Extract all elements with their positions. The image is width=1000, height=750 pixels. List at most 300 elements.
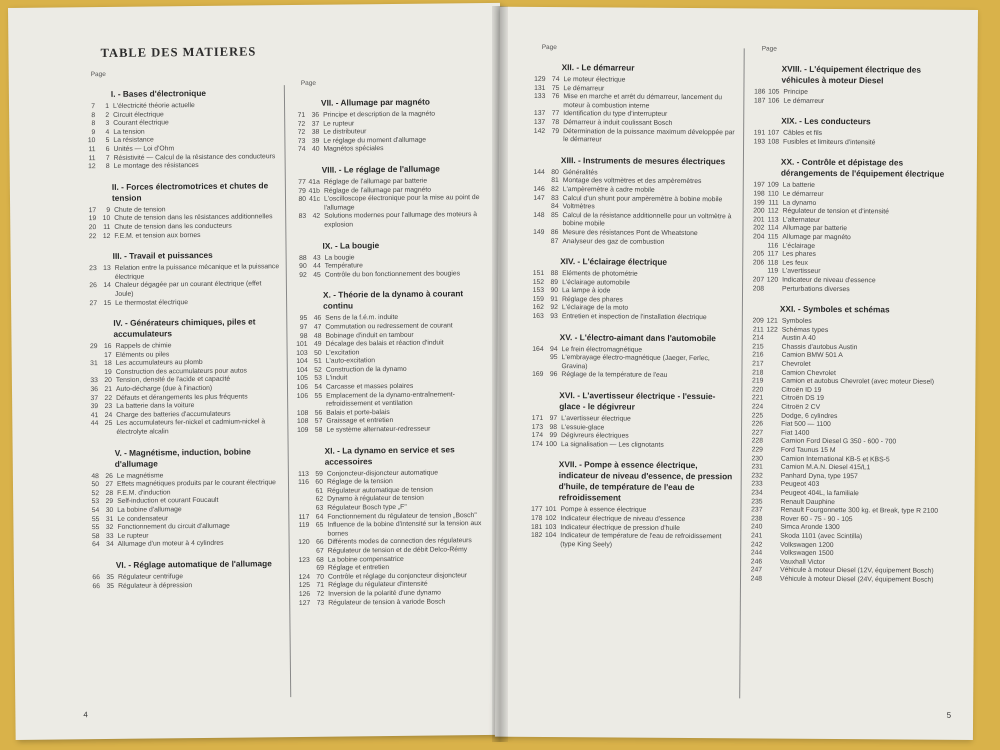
entry-text: Indicateur électrique de niveau d'essence (560, 515, 686, 523)
entry-page-number: 206 (752, 259, 765, 267)
toc-entry (528, 237, 738, 247)
entry-page-number: 31 (90, 360, 98, 368)
entry-figure-number: 112 (767, 207, 779, 215)
entry-page-number: 74 (297, 146, 306, 154)
entry-text: Perturbations diverses (782, 285, 850, 293)
entry-text: Régulateur de tension et de débit Delco-Rémy (327, 546, 468, 555)
entry-text: La batterie (782, 182, 815, 190)
entry-text: Renault Dauphine (780, 498, 836, 506)
entry-page-number: 201 (753, 216, 765, 224)
entry-figure-number: 14 (103, 282, 111, 290)
entry-page-number: 152 (532, 278, 545, 286)
entry-figure-number: 94 (550, 345, 558, 353)
entry-figure-number: 82 (551, 185, 559, 194)
entry-page-number: 108 (296, 418, 309, 426)
entry-page-number: 142 (533, 127, 546, 135)
entry-text: Eléments de photométrie (562, 270, 638, 278)
entry-page-number: 95 (299, 315, 308, 323)
entry-figure-number: 62 (315, 496, 324, 504)
entry-text: L'essuie-glace (561, 423, 605, 432)
toc-entry (290, 194, 490, 213)
entry-page-number (82, 369, 98, 378)
entry-page-number: 211 (752, 326, 764, 334)
entry-page-number: 58 (91, 532, 100, 540)
entry-text: Chaleur dégagée par un courant électrique (effet Joule) (114, 280, 262, 298)
toc-section (291, 288, 493, 435)
entry-page-number: 97 (299, 323, 308, 331)
entry-figure-number: 57 (314, 418, 323, 426)
entry-page-number: 228 (751, 437, 764, 445)
toc-entry (82, 419, 282, 438)
entry-figure-number: 105 (768, 88, 780, 96)
toc-section (749, 116, 959, 149)
entry-text: Réglage des phares (561, 295, 623, 304)
entry-page-number: 240 (751, 523, 763, 531)
entry-figure-number: 89 (550, 278, 559, 286)
entry-page-number: 48 (91, 472, 99, 480)
entry-page-number: 39 (90, 403, 99, 411)
entry-text: Circuit électrique (113, 110, 164, 119)
entry-text: Construction des accumulateurs pour autos (115, 367, 247, 376)
toc-entry (527, 354, 737, 373)
toc-entry (529, 127, 739, 146)
entry-text: Influence de la bobine d'intensité sur la tension aux bornes (327, 520, 482, 538)
entry-page-number: 229 (751, 446, 763, 454)
entry-page-number: 72 (297, 120, 306, 128)
section-title: IX. - La bougie (322, 239, 380, 251)
entry-text: L'embrayage électro-magnétique (Jaeger, Ferlec, Gravina) (561, 354, 710, 371)
entry-page-number: 106 (296, 392, 309, 400)
entry-page-number: 238 (751, 515, 763, 523)
entry-figure-number (763, 438, 777, 447)
entry-figure-number: 15 (103, 299, 112, 307)
entry-text: L'avertisseur électrique (561, 415, 631, 423)
section-title: XIII. - Instruments de mesures électriques (560, 154, 726, 166)
entry-text: La bobine d'allumage (117, 506, 182, 514)
toc-section (79, 87, 280, 172)
entry-figure-number (764, 343, 778, 352)
section-title: XVII. - Pompe à essence électrique, indicateur de niveau d'essence, de pression d'huile, de température de l'eau de refroidissement (558, 459, 733, 503)
entry-figure-number: 91 (550, 295, 558, 303)
entry-text: Charge des batteries d'accumulateurs (116, 410, 231, 419)
section-title: I. - Bases d'électronique (110, 87, 207, 99)
entry-figure-number (763, 429, 777, 438)
entry-page-number: 174 (531, 432, 544, 440)
entry-page-number: 29 (89, 343, 98, 351)
entry-text: La bougie (324, 253, 355, 262)
entry-figure-number: 6 (105, 145, 110, 153)
entry-text: Volkswagen 1200 (780, 541, 834, 549)
entry-text: Régulateur Bosch type „F" (327, 503, 407, 512)
toc-entry (749, 97, 959, 107)
entry-text: Rover 60 - 75 - 90 - 105 (780, 515, 853, 523)
toc-section (290, 163, 491, 231)
toc-entry (748, 285, 958, 295)
entry-text: Réglage et entretien (327, 564, 390, 572)
entry-figure-number: 28 (105, 489, 114, 497)
entry-page-number: 178 (531, 514, 543, 522)
entry-text: Différents modes de connection des régulateurs (327, 537, 472, 547)
entry-text: Courant électrique (113, 119, 169, 128)
entry-text: F.E.M. d'induction (117, 489, 171, 497)
entry-text: La tension (113, 128, 145, 136)
entry-page-number: 126 (298, 590, 311, 598)
entry-figure-number: 101 (545, 506, 557, 514)
entry-page-number: 131 (534, 84, 546, 92)
entry-figure-number: 53 (314, 375, 322, 383)
entry-figure-number (762, 515, 776, 524)
entry-figure-number: 121 (766, 317, 778, 325)
entry-figure-number: 87 (550, 237, 559, 245)
entry-text: Régulateur de tension à variode Bosch (328, 597, 446, 607)
entry-figure-number: 29 (105, 498, 114, 506)
entry-page-number: 147 (533, 194, 545, 202)
entry-figure-number: 25 (104, 420, 113, 428)
entry-page-number: 11 (88, 146, 96, 154)
entry-text: Le rupteur (323, 119, 355, 128)
entry-figure-number: 30 (105, 506, 114, 515)
entry-text: Tension, densité de l'acide et capacité (115, 376, 231, 385)
entry-page-number (294, 565, 310, 574)
entry-text: Le démarreur (783, 97, 825, 105)
entry-figure-number: 67 (316, 547, 324, 555)
entry-text: Résistivité — Calcul de la résistance des conducteurs (113, 152, 276, 162)
toc-entry (528, 212, 738, 231)
entry-page-number: 215 (752, 343, 764, 351)
entry-figure-number: 81 (551, 177, 559, 185)
entry-page-number (82, 352, 98, 361)
entry-figure-number: 9 (106, 206, 111, 214)
entry-page-number: 137 (533, 118, 546, 126)
toc-entry (528, 313, 738, 323)
entry-page-number (527, 354, 543, 371)
entry-page-number: 221 (751, 394, 764, 402)
entry-text: Self-induction et courant Foucault (117, 497, 219, 506)
entry-page-number: 50 (91, 481, 100, 489)
entry-figure-number (763, 481, 777, 490)
entry-figure-number: 35 (106, 573, 115, 581)
entry-text: Les accumulateurs au plomb (115, 359, 203, 368)
page-column-label: Page (300, 79, 317, 87)
section-title: XV. - L'électro-aimant dans l'automobile (559, 331, 716, 343)
entry-figure-number: 73 (316, 599, 325, 607)
entry-figure-number: 21 (104, 385, 113, 394)
entry-page-number (293, 496, 309, 505)
entry-figure-number: 98 (549, 423, 558, 431)
entry-figure-number: 109 (767, 181, 779, 189)
toc-entry (84, 581, 284, 592)
toc-section (526, 459, 737, 550)
section-title: XIV. - L'éclairage électrique (560, 256, 668, 267)
entry-text: Commutation ou redressement de courant (325, 322, 453, 331)
entry-text: L'éclairage automobile (562, 278, 630, 287)
entry-text: Skoda 1101 (avec Scintilla) (780, 532, 863, 541)
entry-figure-number: 78 (551, 118, 560, 127)
entry-text: Réglage du régulateur d'intensité (328, 580, 428, 590)
entry-text: Identification du type d'interrupteur (563, 110, 668, 119)
entry-figure-number (762, 567, 776, 576)
entry-text: L'induit (325, 374, 348, 383)
entry-text: Camion M.A.N. Diesel 415/L1 (780, 463, 871, 472)
entry-page-number: 9 (91, 128, 96, 136)
entry-page-number: 77 (298, 178, 306, 186)
entry-text: Peugeot 403 (780, 481, 820, 489)
entry-figure-number: 5 (105, 137, 110, 145)
entry-text: Magnétos spéciales (323, 145, 384, 154)
entry-text: Régulateur à dépression (118, 581, 193, 590)
entry-text: Fiat 1400 (781, 429, 810, 437)
entry-page-number: 26 (89, 282, 97, 290)
entry-figure-number: 27 (105, 481, 114, 489)
entry-figure-number: 72 (316, 590, 325, 598)
entry-text: Simca Aronde 1300 (780, 523, 840, 532)
entry-page-number: 103 (296, 349, 308, 357)
section-title: II. - Forces électromotrices et chutes de tension (111, 180, 269, 203)
entry-page-number: 66 (92, 582, 101, 590)
entry-page-number (529, 203, 545, 212)
entry-page-number: 73 (297, 137, 306, 145)
entry-page-number: 55 (91, 515, 100, 523)
entry-page-number: 64 (92, 541, 100, 549)
entry-text: Généralités (562, 168, 598, 177)
entry-page-number: 218 (752, 369, 764, 377)
entry-text: L'avertisseur (782, 267, 821, 276)
entry-page-number: 104 (296, 358, 308, 366)
entry-text: La bobine compensatrice (327, 555, 404, 564)
toc-entry (746, 575, 956, 585)
entry-figure-number (763, 464, 777, 473)
entry-page-number: 44 (90, 420, 99, 428)
toc-section (528, 155, 739, 248)
left-page (8, 3, 508, 740)
entry-page-number: 193 (753, 138, 766, 146)
entry-figure-number: 110 (767, 190, 779, 198)
entry-page-number: 227 (751, 429, 764, 437)
entry-figure-number (762, 532, 776, 541)
entry-text: Bobinage d'induit en tambour (325, 331, 414, 340)
entry-figure-number (764, 335, 778, 344)
entry-figure-number: 120 (766, 276, 779, 284)
entry-figure-number: 20 (104, 377, 112, 385)
entry-page-number: 164 (532, 345, 544, 353)
entry-figure-number (762, 507, 776, 516)
entry-text: L'ampèremètre à cadre mobile (562, 186, 655, 194)
toc-section (80, 180, 281, 241)
entry-page-number: 242 (750, 540, 763, 549)
entry-figure-number: 61 (315, 487, 324, 495)
toc-entry (294, 597, 494, 608)
entry-page-number: 37 (90, 394, 99, 402)
entry-text: Mise en marche et arrêt du démarreur, lancement du moteur à combustion interne (563, 93, 723, 110)
entry-figure-number: 69 (316, 564, 324, 572)
entry-page-number: 204 (753, 233, 765, 241)
section-list (289, 96, 494, 608)
entry-text: Fusibles et limiteurs d'intensité (783, 138, 876, 147)
entry-page-number: 129 (534, 75, 546, 83)
entry-text: Température (324, 262, 363, 270)
entry-text: Chute de tension (114, 206, 166, 214)
entry-figure-number: 39 (311, 137, 320, 145)
entry-figure-number (763, 412, 777, 421)
entry-text: Le réglage du moment d'allumage (323, 136, 427, 145)
toc-section (83, 446, 284, 550)
toc-entry (526, 532, 736, 551)
toc-column-1 (78, 5, 284, 591)
toc-section (289, 96, 490, 155)
entry-text: Les accumulateurs fer-nickel et cadmium-nickel à électrolyte alcalin (116, 418, 266, 436)
entry-figure-number: 116 (767, 242, 779, 250)
toc-entry (80, 161, 280, 172)
entry-figure-number (763, 489, 777, 498)
entry-page-number: 247 (750, 566, 763, 574)
entry-page-number: 197 (753, 181, 765, 189)
entry-page-number: 113 (298, 470, 309, 478)
entry-figure-number: 17 (104, 351, 112, 359)
entry-text: Défauts et dérangements les plus fréquents (116, 393, 248, 402)
entry-figure-number: 71 (316, 582, 325, 590)
section-title: III. - Travail et puissances (112, 249, 213, 262)
entry-text: Chute de tension dans les résistances additionnelles (114, 213, 273, 223)
entry-text: Régulateur automatique de tension (327, 486, 433, 495)
entry-figure-number: 41c (309, 195, 321, 204)
entry-page-number: 52 (91, 489, 100, 497)
entry-figure-number: 49 (313, 340, 322, 348)
entry-page-number: 220 (751, 386, 764, 394)
entry-page-number: 224 (751, 403, 764, 411)
entry-page-number: 55 (91, 524, 100, 532)
entry-text: Véhicule à moteur Diesel (24V, équipement Bosch) (779, 575, 934, 584)
entry-figure-number: 52 (314, 366, 322, 374)
entry-figure-number: 122 (766, 326, 778, 334)
entry-figure-number: 58 (314, 426, 323, 434)
book-spine (492, 6, 508, 742)
section-list (746, 63, 960, 585)
entry-figure-number: 115 (767, 233, 779, 241)
entry-figure-number: 41b (308, 187, 320, 195)
entry-figure-number: 54 (314, 383, 323, 391)
entry-page-number: 23 (89, 265, 97, 273)
entry-figure-number (763, 404, 777, 413)
entry-page-number (294, 548, 310, 557)
entry-text: Conjoncteur-disjoncteur automatique (326, 469, 439, 478)
entry-figure-number: 64 (315, 513, 324, 521)
entry-page-number: 177 (531, 506, 543, 514)
entry-page-number: 144 (533, 168, 545, 176)
entry-figure-number: 63 (315, 504, 324, 512)
entry-page-number: 169 (532, 371, 544, 379)
entry-text: Renault Fourgonnette 300 kg. et Break, type R 2100 (780, 506, 939, 515)
toc-entry (81, 280, 281, 299)
entry-text: L'alternateur (782, 216, 821, 224)
page-number-right: 5 (946, 710, 952, 720)
entry-figure-number: 103 (545, 523, 557, 531)
entry-figure-number: 70 (316, 573, 325, 581)
section-title: VI. - Réglage automatique de l'allumage (115, 558, 272, 570)
toc-entry (289, 144, 489, 155)
entry-figure-number (762, 558, 776, 567)
entry-text: Sens de la f.é.m. induite (325, 314, 399, 323)
right-page (495, 7, 978, 740)
entry-figure-number: 55 (314, 392, 323, 400)
entry-figure-number: 75 (551, 84, 560, 92)
entry-text: Le moteur électrique (563, 76, 626, 84)
section-list (526, 62, 739, 551)
toc-section (748, 157, 959, 295)
entry-page-number: 83 (298, 213, 307, 221)
entry-figure-number: 83 (551, 194, 559, 202)
entry-page-number: 33 (90, 377, 98, 385)
entry-text: Le magnétisme (116, 472, 164, 480)
entry-figure-number: 50 (314, 349, 322, 357)
entry-figure-number: 104 (544, 532, 557, 540)
entry-text: Citroën 2 CV (781, 403, 821, 411)
entry-figure-number (762, 524, 776, 533)
entry-page-number: 92 (299, 271, 307, 279)
toc-column-4 (746, 44, 960, 585)
entry-page-number: 27 (89, 299, 98, 307)
entry-text: Schémas types (781, 326, 829, 334)
entry-figure-number (763, 361, 777, 370)
entry-page-number: 41 (90, 411, 99, 419)
entry-text: Construction de la dynamo (325, 365, 407, 374)
entry-figure-number: 85 (550, 211, 559, 219)
entry-text: Réglage de l'allumage par batterie (323, 177, 428, 186)
entry-text: Indicateur de température de l'eau de refroidissement (type King Seely) (560, 532, 722, 549)
entry-text: Fonctionnement du régulateur de tension „Bosch" (327, 511, 477, 521)
entry-text: Dodge, 6 cylindres (781, 412, 838, 420)
section-title: VII. - Allumage par magnéto (320, 96, 431, 108)
entry-text: Emplacement de la dynamo-entraînement-refroidissement et ventilation (326, 390, 455, 408)
entry-text: Réglage de la tension (326, 478, 393, 486)
entry-figure-number: 13 (103, 265, 111, 273)
entry-text: Eléments ou piles (115, 351, 170, 359)
entry-figure-number: 86 (550, 228, 559, 236)
entry-figure-number: 37 (311, 120, 320, 128)
entry-page-number: 163 (532, 312, 544, 321)
entry-page-number: 36 (90, 386, 99, 394)
entry-page-number: 219 (752, 377, 764, 385)
entry-figure-number: 33 (105, 532, 114, 540)
entry-figure-number (763, 378, 777, 387)
entry-text: Véhicule à moteur Diesel (12V, équipement Bosch) (780, 566, 934, 576)
entry-text: La dynamo (782, 199, 817, 207)
entry-page-number: 90 (299, 263, 307, 271)
toc-column-3 (526, 43, 740, 551)
entry-figure-number: 42 (312, 213, 321, 221)
entry-figure-number: 35 (106, 582, 115, 590)
entry-page-number: 182 (530, 532, 543, 540)
entry-text: Allumage par magnéto (782, 233, 851, 242)
entry-figure-number (763, 421, 777, 430)
entry-text: F.E.M. et tension aux bornes (114, 231, 201, 240)
entry-text: Chute de tension dans les conducteurs (114, 222, 232, 231)
entry-page-number: 237 (751, 506, 763, 514)
entry-text: L'électricité théorie actuelle (112, 102, 195, 110)
entry-page-number: 208 (752, 284, 765, 293)
entry-figure-number: 68 (316, 556, 324, 564)
entry-figure-number: 117 (767, 250, 779, 258)
entry-figure-number: 43 (313, 254, 321, 262)
entry-figure-number: 114 (767, 224, 779, 232)
entry-text: Régulateur centrifuge (117, 573, 184, 581)
entry-text: Effets magnétiques produits par le courant électrique (116, 479, 276, 489)
toc-section (527, 332, 737, 382)
entry-text: Pompe à essence électrique (560, 506, 647, 515)
entry-figure-number: 84 (551, 203, 559, 211)
toc-entry (290, 211, 490, 230)
toc-entry (81, 263, 281, 282)
entry-figure-number: 93 (550, 313, 558, 321)
